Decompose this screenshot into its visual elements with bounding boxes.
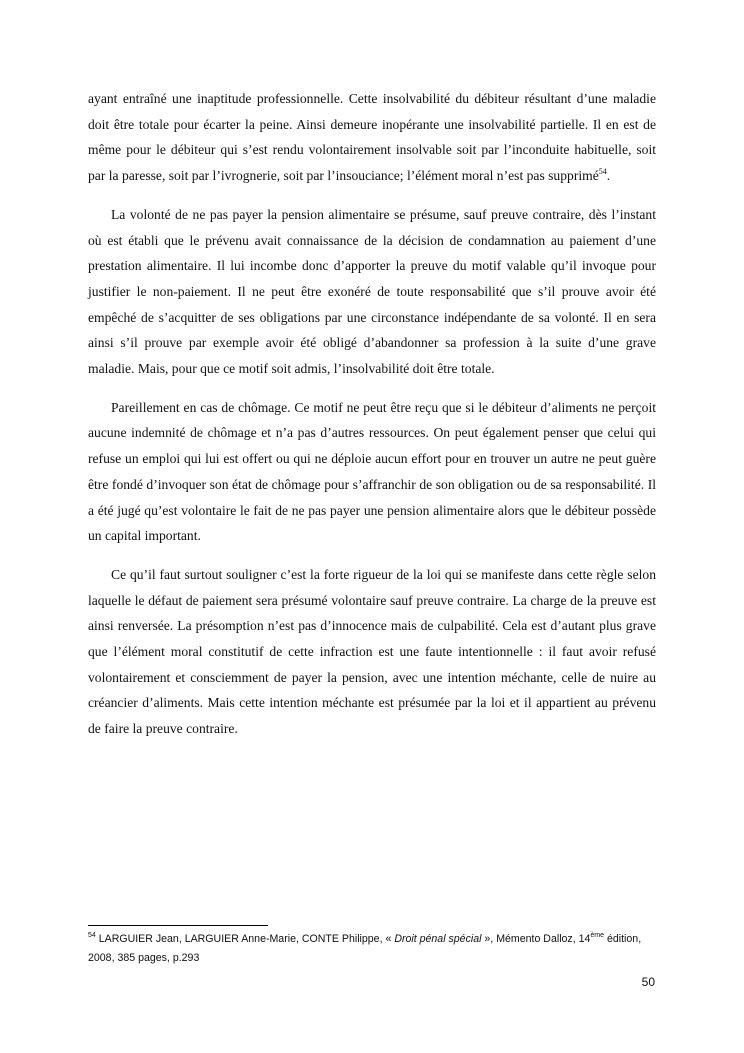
paragraph-1-end: . (606, 168, 611, 184)
page-number: 50 (641, 975, 655, 989)
paragraph-4: Ce qu’il faut surtout souligner c’est la forte rigueur de la loi qui se manifeste dans cette règle selon laquelle le défaut de paiement sera présumé volontaire sauf preuve contraire. La charge de la preuve est ainsi renversée. La présomption n’est pas d’innocence mais de culpabilité. Cela est d’autant plus grave que l’élément moral constitutif de cette infraction est une faute intentionnelle : il faut avoir refusé volontairement et consciemment de payer la pension, avec une intention méchante, celle de nuire au créancier d’aliments. Mais cette intention méchante est présumée par la loi et il appartient au prévenu de faire la preuve contraire. (88, 566, 656, 737)
footnote-edition-sup: ème (590, 932, 605, 939)
footnote-reference[interactable]: 54 (598, 167, 607, 177)
footnote (88, 930, 668, 968)
footnote-text-after: édition, 2008, 385 pages, p.293 (88, 933, 642, 964)
footnote-text-before: LARGUIER Jean, LARGUIER Anne-Marie, CONTE Philippe, « (95, 933, 395, 945)
body-text (88, 86, 656, 755)
paragraph-1-text: ayant entraîné une inaptitude professionnelle. Cette insolvabilité du débiteur résultant d’une maladie doit être totale pour écarter la peine. Ainsi demeure inopérante une insolvabilité partielle. Il en est de même pour le débiteur qui s’est rendu volontairement insolvable soit par l’inconduite habituelle, soit par la paresse, soit par l’ivrognerie, soit par l’insouciance; l’élément moral n’est pas supprimé (88, 91, 656, 184)
footnote-title: Droit pénal spécial (394, 933, 482, 945)
paragraph-2: La volonté de ne pas payer la pension alimentaire se présume, sauf preuve contraire, dès l’instant où est établi que le prévenu avait connaissance de la décision de condamnation au paiement d’une prestation alimentaire. Il lui incombe donc d’apporter la preuve du motif valable qu’il invoque pour justifier le non-paiement. Il ne peut être exonéré de toute responsabilité que s’il prouve avoir été empêché de s’acquitter de ses obligations par une circonstance indépendante de sa volonté. Il en sera ainsi s’il prouve par exemple avoir été obligé d’abandonner sa profession à la suite d’une grave maladie. Mais, pour que ce motif soit admis, l’insolvabilité doit être totale. (88, 206, 656, 377)
paragraph-3: Pareillement en cas de chômage. Ce motif ne peut être reçu que si le débiteur d’aliments ne perçoit aucune indemnité de chômage et n’a pas d’autres ressources. On peut également penser que celui qui refuse un emploi qui lui est offert ou qui ne déploie aucun effort pour en trouver un autre ne peut guère être fondé d’invoquer son état de chômage pour s’affranchir de son obligation ou de sa responsabilité. Il a été jugé qu’est volontaire le fait de ne pas payer une pension alimentaire alors que le débiteur possède un capital important. (88, 399, 656, 544)
footnote-number: 54 (88, 932, 96, 939)
footnote-text-middle: », Mémento Dalloz, 14 (481, 933, 591, 945)
footnote-separator (88, 925, 268, 926)
paragraph-1 (88, 86, 656, 189)
